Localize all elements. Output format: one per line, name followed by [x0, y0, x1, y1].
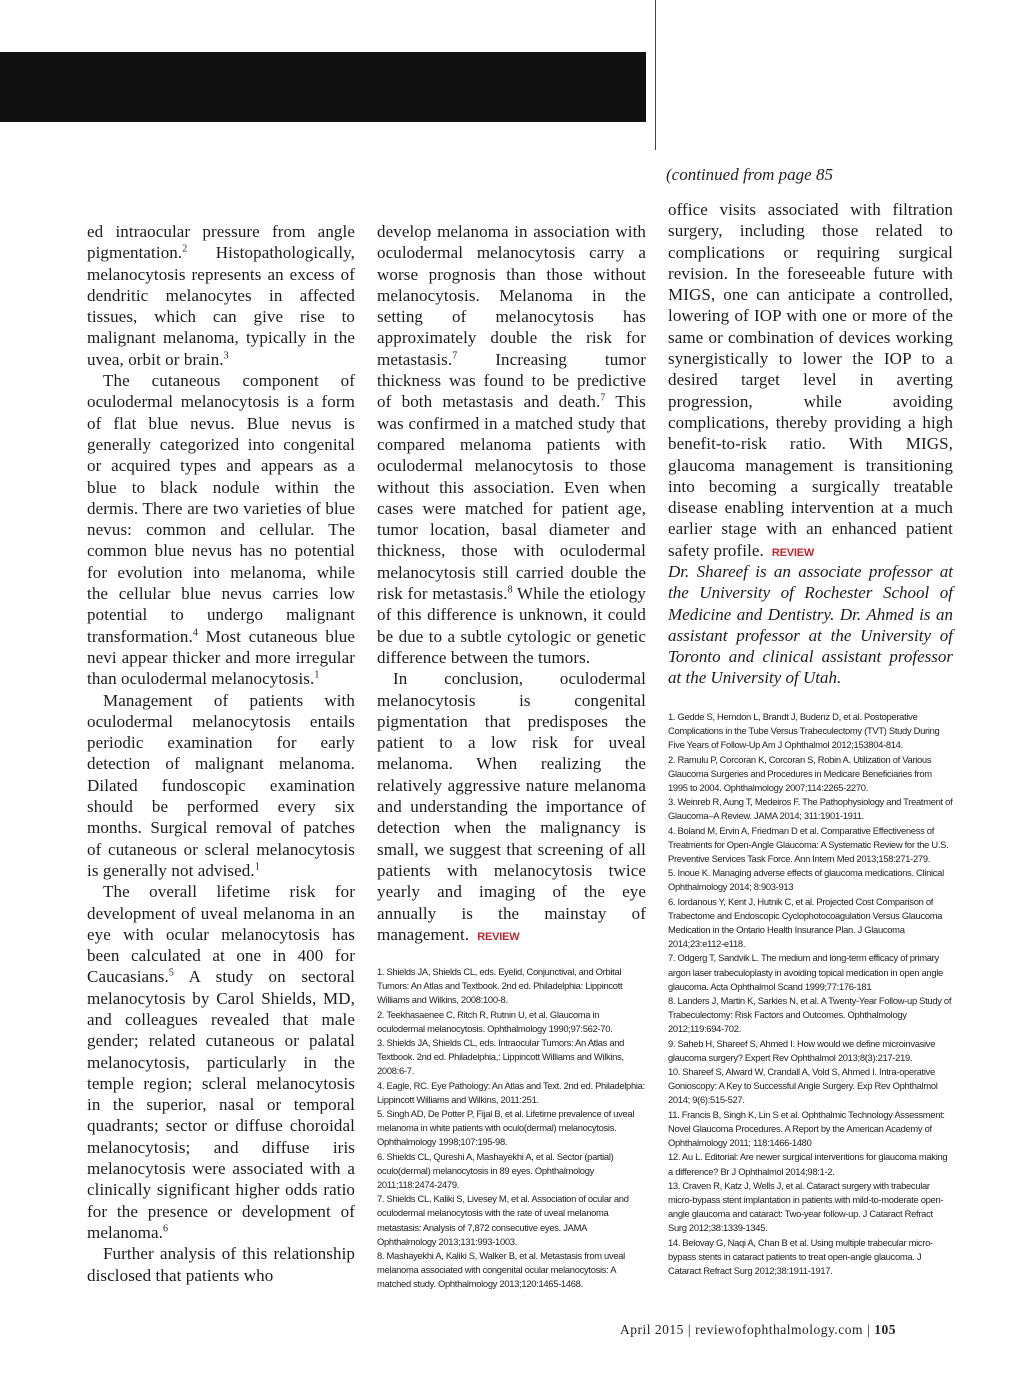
column-3: [668, 199, 953, 564]
reference-item: 5. Singh AD, De Potter P, Fijal B, et al. Lifetime prevalence of uveal melanoma in white patients with oculo(dermal) melanocytosis. Ophthalmology 1998;107:195-98.: [377, 1108, 635, 1148]
reference-item: 8. Landers J, Martin K, Sarkies N, et al. A Twenty-Year Follow-up Study of Trabeculectomy: Risk Factors and Outcomes. Ophthalmology 2012;119:694-702.: [668, 995, 952, 1035]
page-number: 105: [874, 1322, 896, 1337]
reference-item: 6. Iordanous Y, Kent J, Hutnik C, et al. Projected Cost Comparison of Trabectome and Endoscopic Cyclophotocoagulation Versus Glaucoma Medication in the Ontario Health Insurance Plan. J Glaucoma 2014;23:e112-e118.: [668, 895, 943, 950]
reference-item: 9. Saheb H, Shareef S, Ahmed I. How would we define microinvasive glaucoma surgery? Expert Rev Ophthalmol 2013;8(3):217-219.: [668, 1037, 936, 1063]
reference-item: 7. Odgerg T, Sandvik L. The medium and long-term efficacy of primary argon laser trabeculoplasty in avoiding topical medication in open angle glaucoma. Acta Ophthalmol Scand 1999;77:176-181: [668, 952, 943, 992]
paragraph: Further analysis of this relationship disclosed that patients who: [87, 1244, 355, 1285]
reference-item: 5. Inoue K. Managing adverse effects of glaucoma medications. Clinical Ophthalmology 2014; 8:903-913: [668, 867, 944, 893]
reference-item: 3. Shields JA, Shields CL, eds. Intraocular Tumors: An Atlas and Textbook. 2nd ed. Philadelphia,: Lippincott Williams and Wilkins, 2008:6-7.: [377, 1037, 625, 1077]
reference-item: 2. Teekhasaenee C, Ritch R, Rutnin U, et al. Glaucoma in oculodermal melanocytosis. Ophthalmology 1990;97:562-70.: [377, 1008, 613, 1034]
reference-item: 10. Shareef S, Alward W, Crandall A, Vold S, Ahmed I. Intra-operative Gonioscopy: A Key to Successful Angle Surgery. Exp Rev Ophthalmol 2014; 9(6):515-527.: [668, 1066, 938, 1106]
reference-item: 7. Shields CL, Kaliki S, Livesey M, et al. Association of ocular and oculodermal melanocytosis with the rate of uveal melanoma metastasis: Analysis of 7,872 consecutive eyes. JAMA Ophthalmology 2013;131:993-1003.: [377, 1193, 629, 1247]
review-logo: REVIEW: [477, 930, 520, 943]
paragraph: The overall lifetime risk for development of uveal melanoma in an eye with ocular melanocytosis has been calculated at one in 400 for Caucasians.$^5$ A study on sectoral melanocytosis by Carol Shields, MD, and colleagues revealed that male gender; related cutaneous or palatal melanocytosis, particularly in the temple region; scleral melanocytosis in the superior, nasal or temporal quadrants; sector or diffuse choroidal melanocytosis; and diffuse iris melanocytosis were associated with a clinically significant higher odds ratio for the presence or development of melanoma.$^6$: [87, 882, 355, 1242]
reference-item: 4. Eagle, RC. Eye Pathology: An Atlas and Text. 2nd ed. Philadelphia: Lippincott Williams and Wilkins, 2011:251.: [377, 1079, 645, 1105]
author-bio: Dr. Shareef is an associate professor at the University of Rochester School of Medicine and Dentistry. Dr. Ahmed is an assistant professor at the University of Toronto and clinical assistant professor at the University of Utah.: [668, 562, 953, 688]
reference-item: 3. Weinreb R, Aung T, Medeiros F. The Pathophysiology and Treatment of Glaucoma–A Review. JAMA 2014; 311:1901-1911.: [668, 796, 953, 822]
paragraph: Management of patients with oculodermal melanocytosis entails periodic examination for early detection of malignant melanoma. Dilated fundoscopic examination should be performed every six months. Surgical removal of patches of cutaneous or scleral melanocytosis is generally not advised.$^1$: [87, 690, 355, 880]
references-col3: [668, 710, 953, 1278]
reference-item: 2. Ramulu P, Corcoran K, Corcoran S, Robin A. Utilization of Various Glaucoma Surgeries and Procedures in Medicare Beneficiaries from 1995 to 2004. Ophthalmology 2007;114:2265-2270.: [668, 753, 932, 794]
column-2: [377, 221, 646, 948]
reference-item: 4. Boland M, Ervin A, Friedman D et al. Comparative Effectiveness of Treatments for Open-Angle Glaucoma: A Systematic Review for the U.S. Preventive Services Task Force. Ann Intern Med 2013;158:271-279.: [668, 824, 949, 865]
paragraph: The cutaneous component of oculodermal melanocytosis is a form of flat blue nevus. Blue nevus is generally categorized into congenital or acquired types and appears as a blue to black nodule within the dermis. There are two varieties of blue nevus: common and cellular. The common blue nevus has no potential for evolution into melanoma, while the cellular blue nevus carries low potential to undergo malignant transformation.$^4$ Most cutaneous blue nevi appear thicker and more irregular than oculodermal melanocytosis.$^1$: [87, 371, 355, 689]
review-logo: REVIEW: [771, 546, 815, 559]
header-bar: [0, 52, 646, 122]
reference-item: 13. Craven R, Katz J, Wells J, et al. Cataract surgery with trabecular micro-bypass stent implantation in patients with mild-to-moderate open-angle glaucoma and cataract: Two-year follow-up. J Cataract Refract Surg 2012;38:1339-1345.: [668, 1179, 944, 1234]
reference-item: 11. Francis B, Singh K, Lin S et al. Ophthalmic Technology Assessment: Novel Glaucoma Procedures. A Report by the American Academy of Ophthalmology 2011; 118:1466-1480: [668, 1108, 945, 1149]
continued-note: (continued from page 85: [666, 165, 833, 184]
reference-item: 6. Shields CL, Qureshi A, Mashayekhi A, et al. Sector (partial) oculo(dermal) melanocytosis in 89 eyes. Ophthalmology 2011;118:2474-2479.: [377, 1150, 614, 1191]
reference-item: 1. Shields JA, Shields CL, eds. Eyelid, Conjunctival, and Orbital Tumors: An Atlas and Textbook. 2nd ed. Philadelphia: Lippincott Williams and Wilkins, 2008:100-8.: [377, 966, 623, 1006]
paragraph: ed intraocular pressure from angle pigmentation.$^2$ Histopathologically, melanocytosis represents an excess of dendritic melanocytes in affected tissues, which can give rise to malignant melanoma, typically in the uvea, orbit or brain.$^3$: [87, 222, 355, 369]
column-rule: [655, 0, 656, 150]
paragraph: develop melanoma in association with oculodermal melanocytosis carry a worse prognosis than those without melanocytosis. Melanoma in the setting of melanocytosis has approximately double the risk for metastasis.$^7$ Increasing tumor thickness was found to be predictive of both metastasis and death.$^7$ This was confirmed in a matched study that compared melanoma patients with oculodermal melanocytosis to those without this association. Even when cases were matched for patient age, tumor location, basal diameter and thickness, those with oculodermal melanocytosis still carried double the risk for metastasis.$^8$ While the etiology of this difference is unknown, it could be due to a subtle cytologic or genetic difference between the tumors.: [377, 222, 646, 667]
paragraph: In conclusion, oculodermal melanocytosis is congenital pigmentation that predisposes the patient to a low risk for uveal melanoma. When realizing the relatively aggressive nature melanoma and understanding the importance of detection when the malignancy is small, we suggest that screening of all patients with melanocytosis twice yearly and imaging of the eye annually is the mainstay of management. REVIEW: [377, 669, 646, 944]
reference-item: 8. Mashayekhi A, Kaliki S, Walker B, et al. Metastasis from uveal melanoma associated with congenital ocular melanocytosis: A matched study. Ophthalmology 2013;120:1465-1468.: [377, 1250, 625, 1290]
reference-item: 14. Belovay G, Naqi A, Chan B et al. Using multiple trabecular micro-bypass stents in cataract patients to treat open-angle glaucoma. J Cataract Refract Surg 2012;38:1911-1917.: [668, 1236, 933, 1276]
footer-site: reviewofophthalmology.com: [695, 1322, 864, 1337]
footer-date: April 2015: [620, 1322, 684, 1337]
paragraph: office visits associated with filtration surgery, including those related to complications or requiring surgical revision. In the foreseeable future with MIGS, one can anticipate a controlled, lowering of IOP with one or more of the same or combination of devices working synergistically to lower the IOP to a desired target level in averting progression, while avoiding complications, thereby providing a high benefit-to-risk ratio. With MIGS, glaucoma management is transitioning into becoming a surgically treatable disease enabling intervention at a much earlier stage with an enhanced patient safety profile. REVIEW: [668, 200, 953, 560]
references-col2: [377, 965, 646, 1292]
reference-item: 1. Gedde S, Herndon L, Brandt J, Budenz D, et al. Postoperative Complications in the Tube Versus Trabeculectomy (TVT) Study During Five Years of Follow-Up Am J Ophthalmol 2012;153804-814.: [668, 711, 940, 751]
page-footer: April 2015 | reviewofophthalmology.com | 105: [620, 1322, 896, 1337]
reference-item: 12. Au L. Editorial: Are newer surgical interventions for glaucoma making a difference? Br J Ophthalmol 2014;98:1-2.: [668, 1151, 948, 1177]
column-1: [87, 221, 355, 1286]
